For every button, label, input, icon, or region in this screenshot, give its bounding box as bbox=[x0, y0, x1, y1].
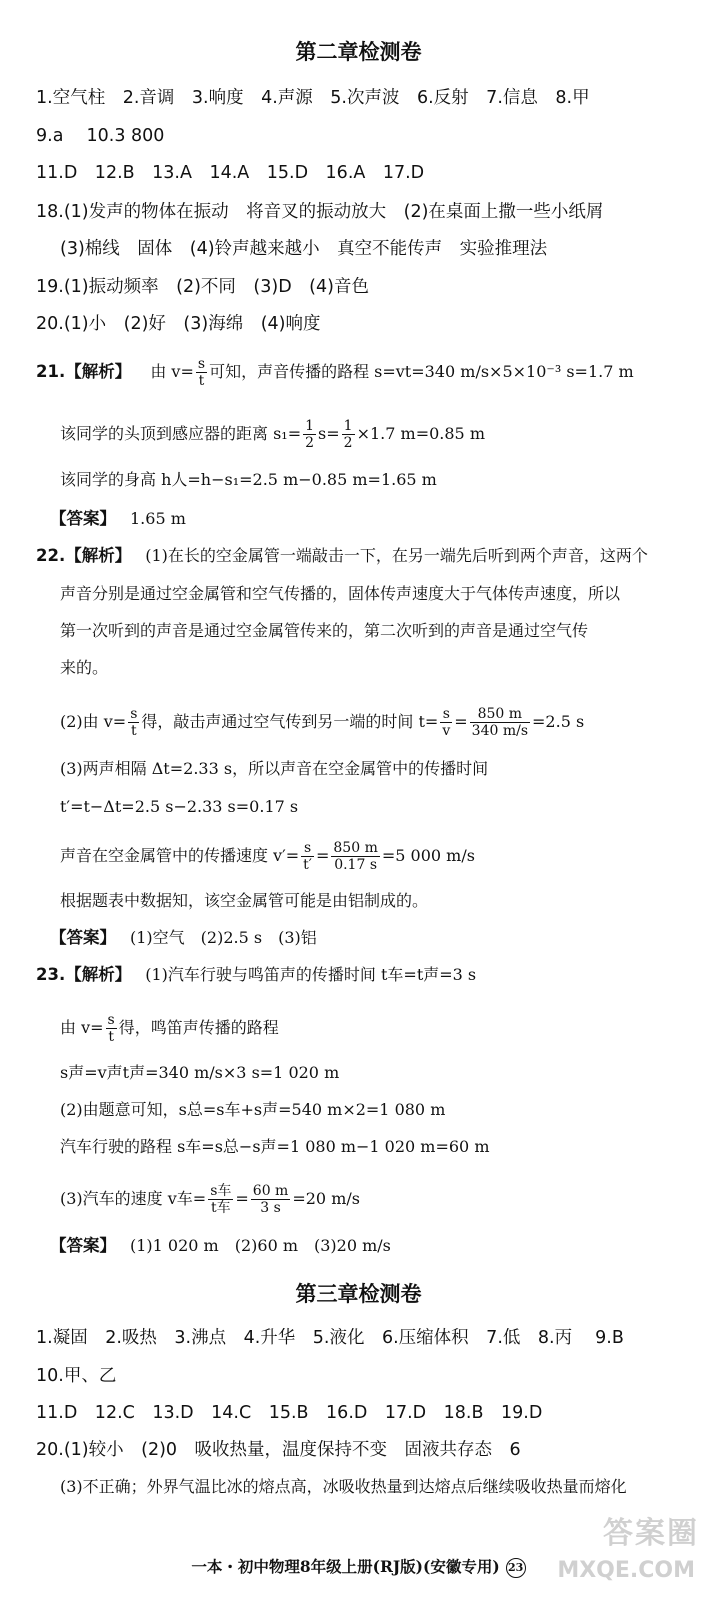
ch2-line-2: 9.a 10.3 800 bbox=[36, 126, 165, 146]
ch3-line-2: 10.甲、乙 bbox=[36, 1366, 117, 1386]
ch3-line-1: 1.凝固 2.吸热 3.沸点 4.升华 5.液化 6.压缩体积 7.低 8.丙 9.B bbox=[36, 1328, 624, 1348]
q21-line-3: 该同学的身高 h人=h−s₁=2.5 m−0.85 m=1.65 m bbox=[60, 470, 437, 489]
q23-line-1: 23.【解析】 (1)汽车行驶与鸣笛声的传播时间 t车=t声=3 s bbox=[36, 965, 477, 984]
chapter-2-title: 第二章检测卷 bbox=[295, 40, 422, 64]
fraction: $\frac{s}{t}$ bbox=[197, 356, 206, 389]
q22-line-6: (3)两声相隔 Δt=2.33 s，所以声音在空金属管中的传播时间 bbox=[60, 759, 489, 778]
ch2-line-3: 11.D 12.B 13.A 14.A 15.D 16.A 17.D bbox=[36, 163, 425, 183]
fraction: $\frac{s}{t'}$ bbox=[303, 840, 312, 873]
fraction: $\frac{1}{2}$ bbox=[343, 418, 353, 451]
ch2-q19: 19.(1)振动频率 (2)不同 (3)D (4)音色 bbox=[36, 277, 369, 297]
ch2-q18-line-1: 18.(1)发声的物体在振动 将音叉的振动放大 (2)在桌面上撒一些小纸屑 bbox=[36, 202, 604, 222]
q21-line-1: 21.【解析】 由 v= $\frac{s}{t}$ 可知，声音传播的路程 s=vt=340 m/s×5×10⁻³ s=1.7 m bbox=[36, 356, 634, 389]
q23-line-2: 由 v= $\frac{s}{t}$ 得，鸣笛声传播的路程 bbox=[60, 1012, 279, 1045]
ch3-q20-line-1: 20.(1)较小 (2)0 吸收热量，温度保持不变 固液共存态 6 bbox=[36, 1440, 521, 1460]
fraction: $\frac{60 m}{3 s}$ bbox=[252, 1183, 289, 1216]
ch2-q18-line-2: (3)棉线 固体 (4)铃声越来越小 真空不能传声 实验推理法 bbox=[60, 239, 548, 259]
q22-answer: 【答案】 (1)空气 (2)2.5 s (3)铝 bbox=[50, 928, 317, 947]
fraction: $\frac{850 m}{340 m/s}$ bbox=[471, 706, 529, 739]
q22-line-1: 22.【解析】 (1)在长的空金属管一端敲击一下，在另一端先后听到两个声音，这两个 bbox=[36, 546, 648, 565]
watermark-url: MXQE.COM bbox=[557, 1558, 695, 1583]
fraction: $\frac{\text{s车}}{\text{t车}}$ bbox=[210, 1183, 232, 1216]
q22-line-7: t′=t−Δt=2.5 s−2.33 s=0.17 s bbox=[60, 797, 299, 816]
page-number: 23 bbox=[506, 1558, 526, 1578]
q22-line-5: (2)由 v= $\frac{s}{t}$ 得，敲击声通过空气传到另一端的时间 t= $\frac{s}{v}$ = $\frac{850 m}{340 m/s}$ =2.5 s bbox=[60, 706, 585, 739]
q21-line-2: 该同学的头顶到感应器的距离 s₁= $\frac{1}{2}$ s= $\frac{1}{2}$ ×1.7 m=0.85 m bbox=[60, 418, 485, 451]
footer-text: 一本・初中物理8年级上册(RJ版)(安徽专用) bbox=[191, 1557, 500, 1576]
q21-answer: 【答案】 1.65 m bbox=[50, 509, 186, 528]
ch2-q20: 20.(1)小 (2)好 (3)海绵 (4)响度 bbox=[36, 314, 321, 334]
fraction: $\frac{1}{2}$ bbox=[305, 418, 315, 451]
q23-answer: 【答案】 (1)1 020 m (2)60 m (3)20 m/s bbox=[50, 1236, 391, 1255]
q22-line-2: 声音分别是通过空金属管和空气传播的，固体传声速度大于气体传声速度，所以 bbox=[60, 584, 621, 603]
q22-tag: 22.【解析】 bbox=[36, 546, 132, 565]
fraction: $\frac{s}{t}$ bbox=[107, 1012, 115, 1045]
fraction: $\frac{s}{t}$ bbox=[130, 706, 138, 739]
q21-tag: 21.【解析】 bbox=[36, 362, 132, 381]
fraction: $\frac{s}{v}$ bbox=[442, 706, 451, 739]
ch3-q20-line-2: (3)不正确；外界气温比冰的熔点高，冰吸收热量到达熔点后继续吸收热量而熔化 bbox=[60, 1477, 627, 1496]
q22-line-8: 声音在空金属管中的传播速度 v′= $\frac{s}{t'}$ = $\frac{850 m}{0.17 s}$ =5 000 m/s bbox=[60, 840, 475, 873]
q23-tag: 23.【解析】 bbox=[36, 965, 132, 984]
ch2-line-1: 1.空气柱 2.音调 3.响度 4.声源 5.次声波 6.反射 7.信息 8.甲 bbox=[36, 88, 590, 108]
q23-line-5: 汽车行驶的路程 s车=s总−s声=1 080 m−1 020 m=60 m bbox=[60, 1137, 490, 1156]
q23-line-3: s声=v声t声=340 m/s×3 s=1 020 m bbox=[60, 1063, 340, 1082]
q22-line-9: 根据题表中数据知，该空金属管可能是由铝制成的。 bbox=[60, 891, 429, 910]
ch3-line-3: 11.D 12.C 13.D 14.C 15.B 16.D 17.D 18.B 19.D bbox=[36, 1403, 543, 1423]
q22-line-3: 第一次听到的声音是通过空金属管传来的，第二次听到的声音是通过空气传 bbox=[60, 621, 589, 640]
page-footer bbox=[0, 1555, 717, 1578]
fraction: $\frac{850 m}{0.17 s}$ bbox=[333, 840, 378, 873]
q23-line-6: (3)汽车的速度 v车= $\frac{\text{s车}}{\text{t车}}$ = $\frac{60 m}{3 s}$ =20 m/s bbox=[60, 1183, 360, 1216]
q23-line-4: (2)由题意可知，s总=s车+s声=540 m×2=1 080 m bbox=[60, 1100, 446, 1119]
q22-line-4: 来的。 bbox=[60, 658, 109, 677]
watermark-logo: 答案圈 bbox=[603, 1516, 699, 1551]
chapter-3-title: 第三章检测卷 bbox=[295, 1282, 422, 1306]
